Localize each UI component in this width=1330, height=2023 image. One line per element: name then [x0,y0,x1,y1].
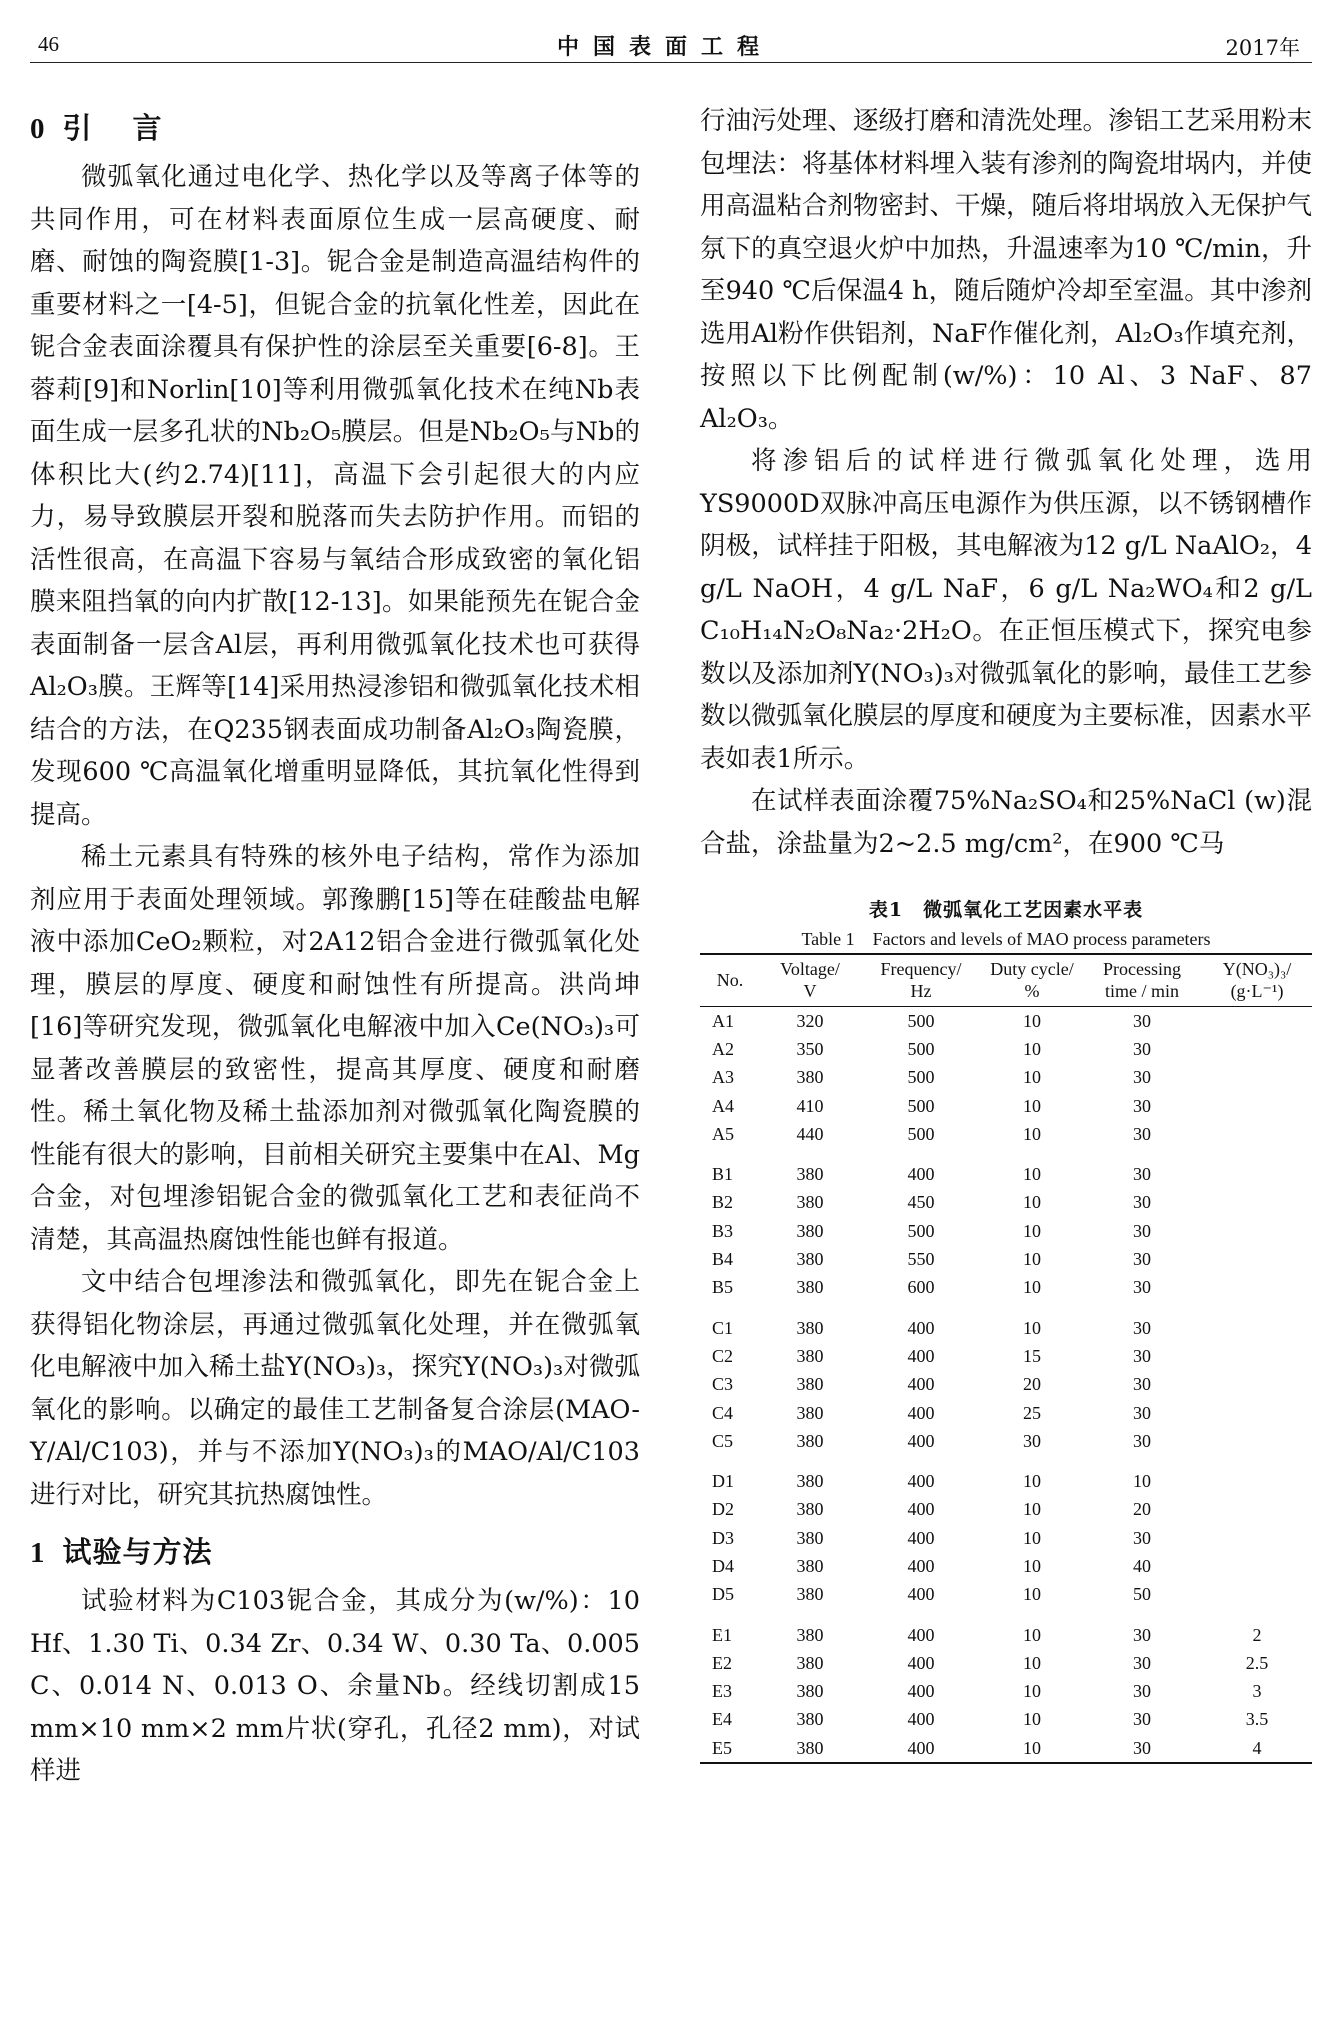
table-cell: A5 [712,1123,734,1144]
table-cell: A3 [712,1067,734,1088]
table-cell: 400 [907,1499,935,1520]
table-cell: 380 [796,1471,824,1492]
table-cell: 320 [796,1010,824,1031]
table-cell: E3 [712,1681,732,1702]
section-number: 1 [30,1537,45,1569]
table-cell: 380 [796,1624,824,1645]
table-cell: 500 [907,1095,935,1116]
table-cell: 380 [796,1681,824,1702]
group-spacer [700,1455,1312,1467]
right-column [700,100,1312,1764]
table-cell: 10 [1023,1277,1041,1298]
table-cell: 20 [1133,1499,1151,1520]
journal-title: 中国表面工程 [556,34,773,60]
group-spacer [700,1302,1312,1314]
table-cell: E5 [700,1734,760,1763]
table-cell: D1 [712,1471,734,1492]
table-row [700,1189,1312,1217]
table-cell: 500 [907,1123,935,1144]
table-cell: 10 [1023,1652,1041,1673]
table-cell: 380 [760,1734,860,1763]
table-row [700,1552,1312,1580]
table-cell [1202,1427,1312,1455]
table-cell: 10 [1023,1249,1041,1270]
section-heading: 试验与方法 [62,1535,213,1569]
table-cell: 30 [1133,1402,1151,1423]
table-cell: 10 [1023,1709,1041,1730]
table-cell: 10 [982,1734,1082,1763]
table-cell: 30 [1133,1345,1151,1366]
table-cell: 30 [1133,1038,1151,1059]
table-row [700,1314,1312,1342]
table-cell: 380 [796,1249,824,1270]
table-cell: 400 [907,1527,935,1548]
table-cell: 10 [1023,1123,1041,1144]
table-cell: 500 [907,1010,935,1031]
mao-parameter-table [700,953,1312,1764]
table-cell: 500 [907,1067,935,1088]
table-cell: 30 [1133,1681,1151,1702]
table-cell: 380 [796,1430,824,1451]
table-cell: 500 [907,1220,935,1241]
table-cell: 10 [1023,1499,1041,1520]
table-cell: A1 [712,1010,734,1031]
table-cell [1202,1092,1312,1120]
page-number: 46 [38,32,59,56]
table-cell: 30 [1082,1734,1202,1763]
table-cell [1202,1399,1312,1427]
table-row [700,1064,1312,1092]
table-cell [1202,1217,1312,1245]
table-cell: B2 [712,1192,734,1213]
table-cell: 400 [907,1430,935,1451]
table-cell: 10 [1023,1527,1041,1548]
table-row [700,1371,1312,1399]
table-cell: 400 [907,1317,935,1338]
group-spacer [700,1148,1312,1160]
table-cell: 10 [1023,1624,1041,1645]
table-row [700,1706,1312,1734]
header-duty-cycle: Duty cycle/ % [982,954,1082,1007]
journal-year: 2017年 [1225,36,1300,60]
table-cell: 10 [1023,1471,1041,1492]
table-cell: 380 [796,1709,824,1730]
intro-paragraph-1: 微弧氧化通过电化学、热化学以及等离子体等的共同作用，可在材料表面原位生成一层高硬度、耐磨、耐蚀的陶瓷膜[1-3]。铌合金是制造高温结构件的重要材料之一[4-5]，但铌合金的抗氧化性差，因此在铌合金表面涂覆具有保护性的涂层至关重要[6-8]。王蓉莉[9]和Norlin[10]等利用微弧氧化技术在纯Nb表面生成一层多孔状的Nb₂O₅膜层。但是Nb₂O₅与Nb的体积比大(约2.74)[11]，高温下会引起很大的内应力，易导致膜层开裂和脱落而失去防护作用。而铝的活性很高，在高温下容易与氧结合形成致密的氧化铝膜来阻挡氧的向内扩散[12-13]。如果能预先在铌合金表面制备一层含Al层，再利用微弧氧化技术也可获得Al₂O₃膜。王辉等[14]采用热浸渗铝和微弧氧化技术相结合的方法，在Q235钢表面成功制备Al₂O₃陶瓷膜，发现600 ℃高温氧化增重明显降低，其抗氧化性得到提高。 [30,162,640,830]
table-cell: 380 [796,1277,824,1298]
table-cell [1202,1189,1312,1217]
table-cell: 30 [1133,1192,1151,1213]
table-cell: 2 [1252,1624,1262,1645]
table-cell [1202,1160,1312,1188]
table-cell: 410 [796,1095,824,1116]
table-cell: 30 [1133,1527,1151,1548]
table-cell: 10 [1133,1471,1151,1492]
table-cell: D3 [712,1527,734,1548]
header-rule [30,62,1312,63]
table-cell: 30 [1133,1164,1151,1185]
table-row [700,1245,1312,1273]
table-cell: E1 [712,1624,732,1645]
table-cell [1202,1524,1312,1552]
table-cell: 400 [907,1555,935,1576]
table-cell: 380 [796,1164,824,1185]
table-cell [1202,1581,1312,1609]
table-cell [1202,1371,1312,1399]
table-cell: 400 [907,1584,935,1605]
table-cell: 2.5 [1245,1652,1269,1673]
table-cell [1202,1245,1312,1273]
table-cell: 10 [1023,1317,1041,1338]
table-cell: E2 [712,1652,732,1673]
table-cell [1202,1496,1312,1524]
table-cell: 380 [796,1402,824,1423]
table-cell [1202,1007,1312,1036]
table-cell [1202,1342,1312,1370]
section-title-method [30,1524,640,1580]
table-row [700,1678,1312,1706]
table-cell: 440 [796,1123,824,1144]
header-processing-time: Processing time / min [1082,954,1202,1007]
table-cell: D2 [712,1499,734,1520]
table-row [700,1160,1312,1188]
table-row [700,1467,1312,1495]
table-cell: 30 [1133,1430,1151,1451]
table-cell: 600 [907,1277,935,1298]
table-cell [1202,1314,1312,1342]
table-row [700,1399,1312,1427]
table-cell: 500 [907,1038,935,1059]
table-cell: 30 [1133,1067,1151,1088]
header-frequency: Frequency/ Hz [860,954,982,1007]
table-cell: E4 [712,1709,732,1730]
table-cell: C4 [712,1402,734,1423]
section-heading: 引 言 [62,111,168,145]
table-cell: 10 [1023,1164,1041,1185]
table-cell: 30 [1133,1249,1151,1270]
table-cell: 30 [1133,1095,1151,1116]
table-cell: D4 [712,1555,734,1576]
table-cell: 10 [1023,1555,1041,1576]
table-cell: C1 [712,1317,734,1338]
table-cell: 30 [1133,1220,1151,1241]
header-voltage: Voltage/ V [760,954,860,1007]
table-cell: 400 [860,1734,982,1763]
table-cell: B4 [712,1249,734,1270]
table-cell: 40 [1133,1555,1151,1576]
table-row [700,1427,1312,1455]
table-cell: 380 [796,1317,824,1338]
table-cell: B1 [712,1164,734,1185]
table-cell: 380 [796,1345,824,1366]
intro-paragraph-3: 文中结合包埋渗法和微弧氧化，即先在铌合金上获得铝化物涂层，再通过微弧氧化处理，并在微弧氧化电解液中加入稀土盐Y(NO₃)₃，探究Y(NO₃)₃对微弧氧化的影响。以确定的最佳工艺制备复合涂层(MAO-Y/Al/C103)，并与不添加Y(NO₃)₃的MAO/Al/C103进行对比，研究其抗热腐蚀性。 [30,1267,640,1510]
table-row [700,1092,1312,1120]
table-cell: 400 [907,1374,935,1395]
table-cell: 10 [1023,1192,1041,1213]
table-cell: 400 [907,1402,935,1423]
table-row [700,1649,1312,1677]
table-cell: 10 [1023,1038,1041,1059]
table-cell: 3 [1252,1681,1262,1702]
table-cell [1202,1064,1312,1092]
table-cell: 10 [1023,1584,1041,1605]
group-spacer [700,1609,1312,1621]
table-row [700,1496,1312,1524]
table-cell: B3 [712,1220,734,1241]
table-cell: 550 [907,1249,935,1270]
table-cell: 400 [907,1709,935,1730]
table-cell [1202,1035,1312,1063]
page-header [30,28,1300,62]
method-paragraph-1: 试验材料为C103铌合金，其成分为(w/%)：10 Hf、1.30 Ti、0.34 Zr、0.34 W、0.30 Ta、0.005 C、0.014 N、0.013 O、余量Nb。经线切割成15 mm×10 mm×2 mm片状(穿孔，孔径2 mm)，对试样进 [30,1586,640,1786]
table-cell: 10 [1023,1681,1041,1702]
table-cell: 30 [1133,1652,1151,1673]
table-row [700,1342,1312,1370]
table-cell: 350 [796,1038,824,1059]
table-row [700,1007,1312,1036]
table-cell: 30 [1133,1374,1151,1395]
table-cell: 30 [1023,1430,1041,1451]
table-cell: 400 [907,1652,935,1673]
table-cell: 400 [907,1471,935,1492]
table-row [700,1581,1312,1609]
table-cell: 380 [796,1374,824,1395]
table-cell: 30 [1133,1010,1151,1031]
table-header-row [700,954,1312,1007]
table-cell: 380 [796,1067,824,1088]
table-cell: A2 [712,1038,734,1059]
header-no: No. [700,954,760,1007]
table-cell: C5 [712,1430,734,1451]
header-y-concentration: Y(NO₃)₃/ (g·L⁻¹) [1202,954,1312,1007]
table-cell: A4 [712,1095,734,1116]
table-cell: 30 [1133,1624,1151,1645]
table-cell: 10 [1023,1067,1041,1088]
method-paragraph-2: 将渗铝后的试样进行微弧氧化处理，选用YS9000D双脉冲高压电源作为供压源，以不锈钢槽作阴极，试样挂于阳极，其电解液为12 g/L NaAlO₂，4 g/L NaOH，4 g/L NaF，6 g/L Na₂WO₄和2 g/L C₁₀H₁₄N₂O₈Na₂·2H₂O。在正恒压模式下，探究电参数以及添加剂Y(NO₃)₃对微弧氧化的影响，最佳工艺参数以微弧氧化膜层的厚度和硬度为主要标准，因素水平表如表1所示。 [700,446,1313,774]
table-cell: 400 [907,1624,935,1645]
table-cell [1202,1552,1312,1580]
table-cell: 400 [907,1681,935,1702]
table-row [700,1734,1312,1763]
table-cell [1202,1467,1312,1495]
table-row [700,1274,1312,1302]
table-row [700,1524,1312,1552]
table-cell: 10 [1023,1010,1041,1031]
table-cell: 30 [1133,1317,1151,1338]
intro-paragraph-2: 稀土元素具有特殊的核外电子结构，常作为添加剂应用于表面处理领域。郭豫鹏[15]等在硅酸盐电解液中添加CeO₂颗粒，对2A12铝合金进行微弧氧化处理，膜层的厚度、硬度和耐蚀性有所提高。洪尚坤[16]等研究发现，微弧氧化电解液中加入Ce(NO₃)₃可显著改善膜层的致密性，提高其厚度、硬度和耐磨性。稀土氧化物及稀土盐添加剂对微弧氧化陶瓷膜的性能有很大的影响，目前相关研究主要集中在Al、Mg合金，对包埋渗铝铌合金的微弧氧化工艺和表征尚不清楚，其高温热腐蚀性能也鲜有报道。 [30,842,640,1255]
table-cell: 380 [796,1555,824,1576]
table-cell [1202,1274,1312,1302]
table-cell: 380 [796,1499,824,1520]
table-cell: 15 [1023,1345,1041,1366]
section-number: 0 [30,113,45,145]
method-paragraph-3: 在试样表面涂覆75%Na₂SO₄和25%NaCl (w)混合盐，涂盐量为2~2.5 mg/cm²，在900 ℃马 [700,786,1312,859]
table-row [700,1120,1312,1148]
table-cell [1202,1120,1312,1148]
table-cell: 450 [907,1192,935,1213]
table-cell: 3.5 [1245,1709,1269,1730]
table-row [700,1217,1312,1245]
table-cell: 380 [796,1220,824,1241]
table-cell: 380 [796,1584,824,1605]
table-row [700,1621,1312,1649]
table-cell: 400 [907,1164,935,1185]
method-paragraph-1-continued: 行油污处理、逐级打磨和清洗处理。渗铝工艺采用粉末包埋法：将基体材料埋入装有渗剂的陶瓷坩埚内，并使用高温粘合剂物密封、干燥，随后将坩埚放入无保护气氛下的真空退火炉中加热，升温速率为10 ℃/min，升至940 ℃后保温4 h，随后随炉冷却至室温。其中渗剂选用Al粉作供铝剂，NaF作催化剂，Al₂O₃作填充剂，按照以下比例配制(w/%)：10 Al、3 NaF、87 Al₂O₃。 [700,106,1313,434]
table-cell: 10 [1023,1095,1041,1116]
table-cell: 380 [796,1652,824,1673]
table-row [700,1035,1312,1063]
table-cell: C2 [712,1345,734,1366]
table-cell: 30 [1133,1123,1151,1144]
section-title-intro [30,100,640,156]
table-caption-cn: 表1 微弧氧化工艺因素水平表 [868,899,1144,921]
table-cell: C3 [712,1374,734,1395]
table-cell: 25 [1023,1402,1041,1423]
table-caption-en: Table 1 Factors and levels of MAO process parameters [801,929,1211,949]
table-body [700,1007,1312,1764]
table-cell: 380 [796,1527,824,1548]
table-cell: 10 [1023,1220,1041,1241]
table-cell: 380 [796,1192,824,1213]
table-cell: B5 [712,1277,734,1298]
table-cell: 4 [1202,1734,1312,1763]
left-column [30,100,640,1793]
table-cell: 30 [1133,1709,1151,1730]
table-cell: 400 [907,1345,935,1366]
table-cell: 30 [1133,1277,1151,1298]
table-cell: 20 [1023,1374,1041,1395]
table-cell: 50 [1133,1584,1151,1605]
table-cell: D5 [712,1584,734,1605]
